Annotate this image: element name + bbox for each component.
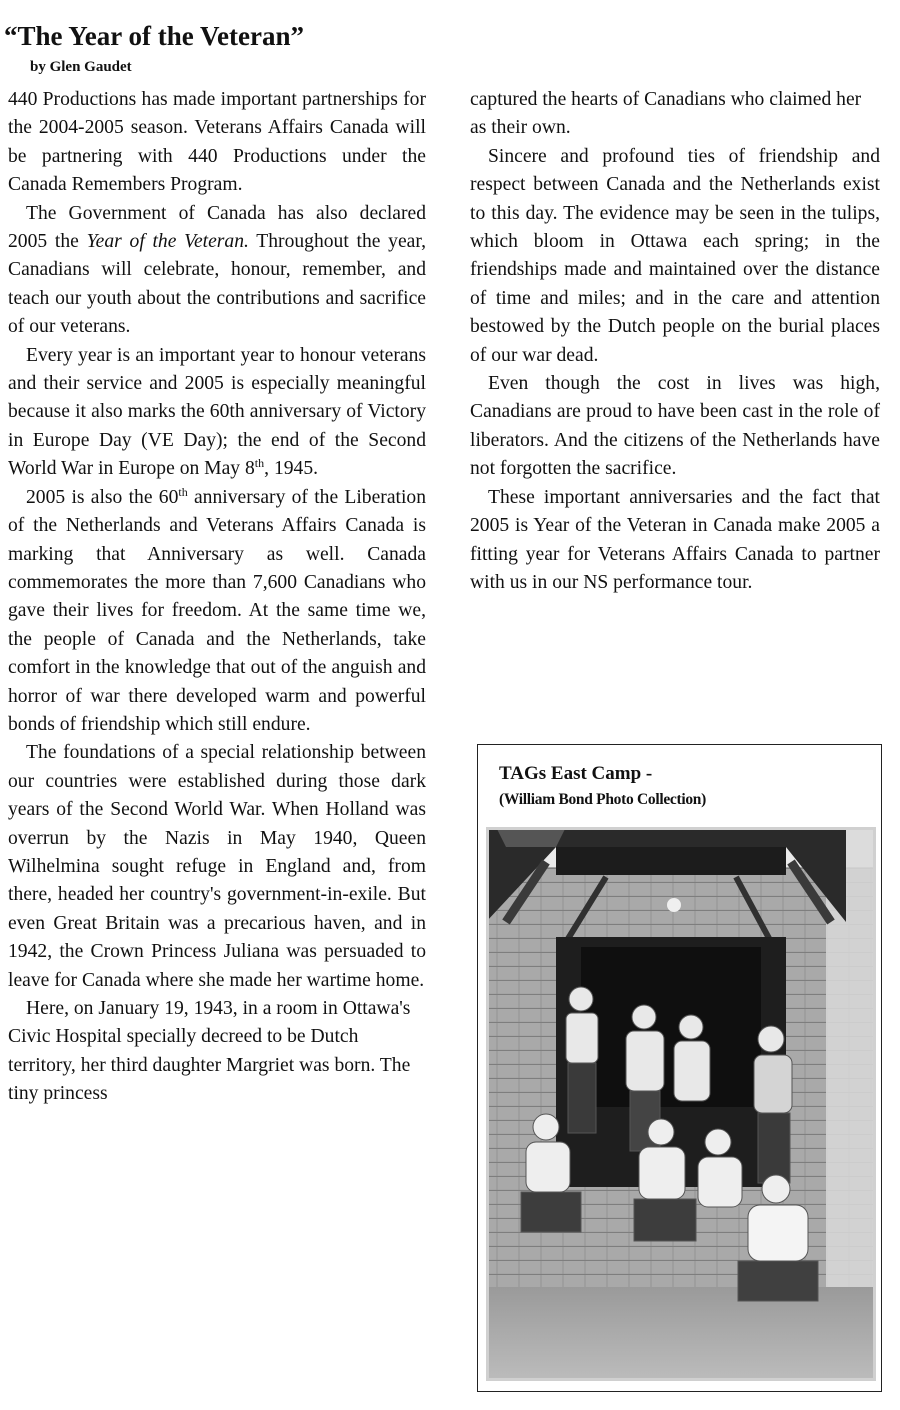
paragraph-text: The Government of Canada has also declared 2005 the [8, 202, 426, 253]
photo-credit: (William Bond Photo Collection) [499, 791, 706, 808]
paragraph-text: , 1945. [264, 458, 319, 480]
paragraph-text: Every year is an important year to honour veterans and their service and 2005 is especially meaningful because it also marks the 60th anniversary of Victory in Europe Day (VE Day); the end of the Second World War in Europe on May 8 [8, 344, 426, 480]
photo-box [477, 744, 882, 1392]
left-column [8, 86, 426, 1109]
superscript: th [178, 484, 188, 499]
paragraph [8, 484, 426, 740]
paragraph: 440 Productions has made important partnerships for the 2004-2005 season. Veterans Affairs Canada will be partnering with 440 Productions under the Canada Remembers Program. [8, 89, 426, 196]
paragraph-text: anniversary of the Liberation of the Netherlands and Veterans Affairs Canada is marking that Anniversary as well. Canada commemorates the more than 7,600 Canadians who gave their lives for freedom. At the same time we, the people of Canada and the Netherlands, take comfort in the knowledge that out of the anguish and horror of war there developed warm and powerful bonds of friendship which still endure. [8, 486, 426, 735]
superscript: th [254, 456, 265, 471]
paragraph: These important anniversaries and the fact that 2005 is Year of the Veteran in Canada make 2005 a fitting year for Veterans Affairs Canada to partner with us in our NS performance tour. [470, 486, 880, 593]
group-photo [486, 827, 876, 1381]
paragraph: Even though the cost in lives was high, Canadians are proud to have been cast in the role of liberators. And the citizens of the Netherlands have not forgotten the sacrifice. [470, 373, 880, 480]
paragraph [8, 200, 426, 342]
paragraph: Sincere and profound ties of friendship and respect between Canada and the Netherlands exist to this day. The evidence may be seen in the tulips, which bloom in Ottawa each spring; in the friendships made and maintained over the distance of time and miles; and in the care and attention bestowed by the Dutch people on the burial places of our war dead. [470, 145, 880, 366]
paragraph: captured the hearts of Canadians who claimed her as their own. [470, 89, 862, 139]
paragraph [8, 342, 426, 484]
paragraph-text: Throughout the year, Canadians will celebrate, honour, remember, and teach our youth about the contributions and sacrifice of our veterans. [8, 231, 427, 338]
photo-title: TAGs East Camp - [499, 763, 653, 784]
article-title: “The Year of the Veteran” [4, 21, 304, 51]
paragraph: The foundations of a special relationship between our countries were established during those dark years of the Second World War. When Holland was overrun by the Nazis in May 1940, Queen Wilhelmina sought refuge in England and, from there, headed her country's government-in-exile. But even Great Britain was a precarious haven, and in 1942, the Crown Princess Juliana was persuaded to leave for Canada where she made her wartime home. [8, 742, 426, 991]
article-byline: by Glen Gaudet [30, 59, 132, 75]
italic-title: Year of the Veteran. [86, 231, 249, 253]
paragraph: Here, on January 19, 1943, in a room in Ottawa's Civic Hospital specially decreed to be Dutch territory, her third daughter Margriet was born. The tiny princess [8, 998, 411, 1105]
paragraph-text: 2005 is also the 60 [26, 486, 179, 508]
right-column [470, 86, 880, 597]
